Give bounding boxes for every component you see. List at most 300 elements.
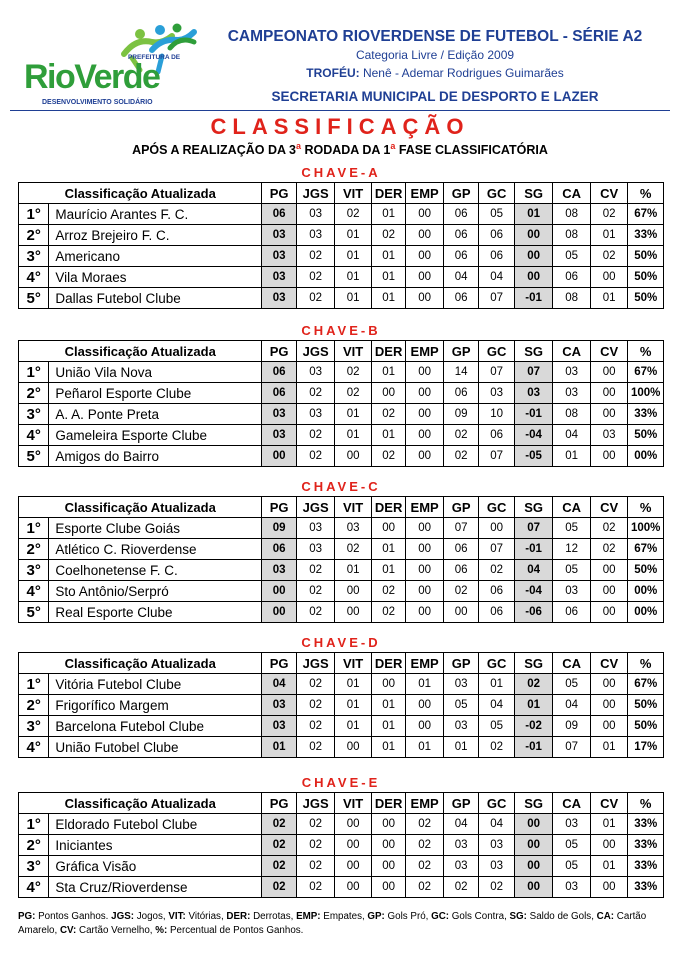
gp-cell: 07 [443, 518, 478, 539]
position-cell: 4° [19, 877, 49, 898]
gc-cell: 06 [479, 581, 514, 602]
pct-cell: 67% [628, 362, 664, 383]
emp-cell: 00 [406, 383, 444, 404]
table-row [19, 602, 664, 623]
vit-cell: 01 [335, 404, 372, 425]
header-divider [10, 110, 670, 111]
der-cell: 00 [371, 814, 405, 835]
legend-key: CA: [596, 911, 615, 922]
position-cell: 3° [19, 716, 49, 737]
pct-cell: 67% [628, 539, 664, 560]
jgs-cell: 02 [296, 446, 335, 467]
ca-cell: 08 [553, 204, 591, 225]
team-name-cell: Eldorado Futebol Clube [49, 814, 262, 835]
group-chave-a [18, 164, 664, 309]
gc-cell: 07 [479, 446, 514, 467]
jgs-cell: 02 [296, 674, 335, 695]
column-header-cv: CV [590, 793, 628, 814]
pct-cell: 67% [628, 674, 664, 695]
table-row [19, 877, 664, 898]
subtitle-part-1: APÓS A REALIZAÇÃO DA 3 [132, 143, 296, 158]
legend-value: Vitórias, [185, 911, 227, 922]
gp-cell: 09 [443, 404, 478, 425]
cv-cell: 00 [590, 560, 628, 581]
sg-cell: 00 [514, 246, 553, 267]
column-header-jgs: JGS [296, 341, 335, 362]
gp-cell: 03 [443, 674, 478, 695]
column-header-name: Classificação Atualizada [19, 653, 262, 674]
pg-cell: 06 [262, 204, 296, 225]
position-cell: 4° [19, 581, 49, 602]
sg-cell: 02 [514, 674, 553, 695]
team-name-cell: Arroz Brejeiro F. C. [49, 225, 262, 246]
column-header-der: DER [371, 793, 405, 814]
gp-cell: 06 [443, 246, 478, 267]
column-header-gc: GC [479, 793, 514, 814]
rioverde-logo [12, 20, 202, 110]
sg-cell: 00 [514, 814, 553, 835]
ca-cell: 12 [553, 539, 591, 560]
group-chave-b [18, 322, 664, 467]
standings-table [18, 792, 664, 898]
gc-cell: 04 [479, 814, 514, 835]
team-name-cell: União Vila Nova [49, 362, 262, 383]
column-header-pct: % [628, 341, 664, 362]
sg-cell: -02 [514, 716, 553, 737]
position-cell: 5° [19, 288, 49, 309]
ca-cell: 05 [553, 246, 591, 267]
department-title: SECRETARIA MUNICIPAL DE DESPORTO E LAZER [271, 89, 599, 104]
table-row [19, 560, 664, 581]
pct-cell: 33% [628, 225, 664, 246]
team-name-cell: Real Esporte Clube [49, 602, 262, 623]
position-cell: 1° [19, 674, 49, 695]
emp-cell: 00 [406, 246, 444, 267]
der-cell: 02 [371, 602, 405, 623]
pg-cell: 03 [262, 288, 296, 309]
cv-cell: 01 [590, 225, 628, 246]
vit-cell: 00 [335, 814, 372, 835]
jgs-cell: 03 [296, 204, 335, 225]
pct-cell: 50% [628, 695, 664, 716]
column-header-emp: EMP [406, 793, 444, 814]
pg-cell: 06 [262, 539, 296, 560]
trophy-line [200, 66, 670, 80]
table-row [19, 581, 664, 602]
standings-table [18, 182, 664, 309]
table-row [19, 383, 664, 404]
emp-cell: 00 [406, 267, 444, 288]
cv-cell: 00 [590, 602, 628, 623]
jgs-cell: 02 [296, 695, 335, 716]
column-header-cv: CV [590, 653, 628, 674]
ca-cell: 04 [553, 695, 591, 716]
column-header-der: DER [371, 341, 405, 362]
cv-cell: 00 [590, 695, 628, 716]
pct-cell: 67% [628, 204, 664, 225]
gp-cell: 03 [443, 716, 478, 737]
team-name-cell: União Futobel Clube [49, 737, 262, 758]
legend-key: JGS: [111, 911, 134, 922]
sg-cell: 03 [514, 383, 553, 404]
position-cell: 1° [19, 362, 49, 383]
ca-cell: 05 [553, 560, 591, 581]
category-edition: Categoria Livre / Edição 2009 [355, 48, 515, 62]
emp-cell: 00 [406, 362, 444, 383]
der-cell: 01 [371, 425, 405, 446]
gp-cell: 06 [443, 560, 478, 581]
der-cell: 00 [371, 856, 405, 877]
gc-cell: 03 [479, 835, 514, 856]
gp-cell: 06 [443, 539, 478, 560]
logo-prefeitura-text: PREFEITURA DE [128, 54, 181, 61]
sg-cell: -01 [514, 539, 553, 560]
sg-cell: 00 [514, 835, 553, 856]
team-name-cell: Americano [49, 246, 262, 267]
ca-cell: 05 [553, 856, 591, 877]
gc-cell: 02 [479, 737, 514, 758]
column-header-jgs: JGS [296, 653, 335, 674]
column-header-jgs: JGS [296, 183, 335, 204]
column-header-pg: PG [262, 183, 296, 204]
der-cell: 01 [371, 695, 405, 716]
ca-cell: 08 [553, 404, 591, 425]
jgs-cell: 02 [296, 737, 335, 758]
vit-cell: 00 [335, 835, 372, 856]
gp-cell: 03 [443, 856, 478, 877]
team-name-cell: Vitória Futebol Clube [49, 674, 262, 695]
column-header-cv: CV [590, 497, 628, 518]
vit-cell: 02 [335, 539, 372, 560]
logo-tagline: DESENVOLVIMENTO SOLIDÁRIO [42, 99, 153, 106]
column-header-vit: VIT [335, 793, 372, 814]
position-cell: 1° [19, 814, 49, 835]
der-cell: 02 [371, 446, 405, 467]
emp-cell: 01 [406, 737, 444, 758]
pg-cell: 02 [262, 835, 296, 856]
table-row [19, 737, 664, 758]
subtitle-part-2: RODADA DA 1 [300, 143, 391, 158]
pct-cell: 100% [628, 518, 664, 539]
emp-cell: 00 [406, 425, 444, 446]
gp-cell: 01 [443, 737, 478, 758]
jgs-cell: 02 [296, 246, 335, 267]
pct-cell: 50% [628, 288, 664, 309]
ca-cell: 03 [553, 362, 591, 383]
vit-cell: 01 [335, 716, 372, 737]
vit-cell: 01 [335, 425, 372, 446]
ca-cell: 05 [553, 835, 591, 856]
vit-cell: 01 [335, 695, 372, 716]
column-header-gc: GC [479, 497, 514, 518]
position-cell: 2° [19, 539, 49, 560]
sg-cell: 00 [514, 267, 553, 288]
logo-brand-text: RioVerde [24, 58, 160, 96]
cv-cell: 00 [590, 362, 628, 383]
emp-cell: 02 [406, 814, 444, 835]
gp-cell: 02 [443, 425, 478, 446]
column-header-pct: % [628, 497, 664, 518]
table-row [19, 425, 664, 446]
table-row [19, 267, 664, 288]
group-label: CHAVE-A [301, 165, 381, 180]
der-cell: 00 [371, 877, 405, 898]
pg-cell: 02 [262, 814, 296, 835]
group-label: CHAVE-E [301, 775, 381, 790]
position-cell: 4° [19, 737, 49, 758]
position-cell: 1° [19, 518, 49, 539]
trophy-label: TROFÉU: [306, 66, 360, 80]
team-name-cell: A. A. Ponte Preta [49, 404, 262, 425]
team-name-cell: Gameleira Esporte Clube [49, 425, 262, 446]
column-header-pct: % [628, 653, 664, 674]
group-label: CHAVE-C [301, 479, 381, 494]
gc-cell: 10 [479, 404, 514, 425]
jgs-cell: 02 [296, 288, 335, 309]
column-header-emp: EMP [406, 341, 444, 362]
vit-cell: 00 [335, 581, 372, 602]
column-header-emp: EMP [406, 653, 444, 674]
gp-cell: 02 [443, 877, 478, 898]
column-header-ca: CA [553, 497, 591, 518]
position-cell: 3° [19, 246, 49, 267]
gp-cell: 00 [443, 602, 478, 623]
der-cell: 01 [371, 560, 405, 581]
vit-cell: 01 [335, 246, 372, 267]
sg-cell: 07 [514, 518, 553, 539]
gp-cell: 06 [443, 225, 478, 246]
jgs-cell: 03 [296, 518, 335, 539]
team-name-cell: Frigorífico Margem [49, 695, 262, 716]
sg-cell: -01 [514, 288, 553, 309]
table-header-row [19, 183, 664, 204]
vit-cell: 00 [335, 446, 372, 467]
column-header-pg: PG [262, 653, 296, 674]
der-cell: 01 [371, 362, 405, 383]
sg-cell: -01 [514, 404, 553, 425]
ca-cell: 05 [553, 674, 591, 695]
der-cell: 01 [371, 267, 405, 288]
pct-cell: 50% [628, 716, 664, 737]
ca-cell: 03 [553, 877, 591, 898]
emp-cell: 00 [406, 404, 444, 425]
vit-cell: 02 [335, 204, 372, 225]
pg-cell: 03 [262, 225, 296, 246]
emp-cell: 00 [406, 560, 444, 581]
jgs-cell: 03 [296, 539, 335, 560]
pct-cell: 00% [628, 602, 664, 623]
gp-cell: 06 [443, 383, 478, 404]
vit-cell: 00 [335, 602, 372, 623]
ca-cell: 03 [553, 383, 591, 404]
gc-cell: 04 [479, 267, 514, 288]
pg-cell: 06 [262, 383, 296, 404]
table-row [19, 404, 664, 425]
gc-cell: 06 [479, 225, 514, 246]
legend-value: Jogos, [134, 911, 169, 922]
ca-cell: 08 [553, 288, 591, 309]
ca-cell: 07 [553, 737, 591, 758]
sg-cell: -04 [514, 581, 553, 602]
sg-cell: 00 [514, 856, 553, 877]
column-header-gp: GP [443, 793, 478, 814]
legend-key: GC: [431, 911, 450, 922]
emp-cell: 00 [406, 288, 444, 309]
position-cell: 1° [19, 204, 49, 225]
sg-cell: 01 [514, 204, 553, 225]
jgs-cell: 03 [296, 362, 335, 383]
legend-key: SG: [509, 911, 527, 922]
column-header-gp: GP [443, 183, 478, 204]
vit-cell: 00 [335, 856, 372, 877]
gc-cell: 01 [479, 674, 514, 695]
table-header-row [19, 793, 664, 814]
column-header-jgs: JGS [296, 793, 335, 814]
cv-cell: 01 [590, 288, 628, 309]
gp-cell: 06 [443, 204, 478, 225]
column-header-pg: PG [262, 341, 296, 362]
column-header-jgs: JGS [296, 497, 335, 518]
column-header-sg: SG [514, 497, 553, 518]
team-name-cell: Gráfica Visão [49, 856, 262, 877]
position-cell: 4° [19, 425, 49, 446]
column-header-ca: CA [553, 793, 591, 814]
classification-subtitle [0, 141, 680, 157]
ca-cell: 01 [553, 446, 591, 467]
pg-cell: 03 [262, 404, 296, 425]
team-name-cell: Dallas Futebol Clube [49, 288, 262, 309]
emp-cell: 00 [406, 446, 444, 467]
pct-cell: 33% [628, 856, 664, 877]
vit-cell: 01 [335, 288, 372, 309]
der-cell: 01 [371, 246, 405, 267]
pg-cell: 03 [262, 246, 296, 267]
pg-cell: 00 [262, 581, 296, 602]
ca-cell: 09 [553, 716, 591, 737]
group-label: CHAVE-D [301, 635, 381, 650]
position-cell: 5° [19, 446, 49, 467]
standings-table [18, 496, 664, 623]
cv-cell: 01 [590, 856, 628, 877]
column-header-cv: CV [590, 341, 628, 362]
pg-cell: 01 [262, 737, 296, 758]
column-header-sg: SG [514, 183, 553, 204]
jgs-cell: 02 [296, 814, 335, 835]
group-chave-d [18, 634, 664, 758]
column-header-name: Classificação Atualizada [19, 793, 262, 814]
ordinal-1: a [295, 141, 301, 151]
championship-title: CAMPEONATO RIOVERDENSE DE FUTEBOL - SÉRIE A2 [227, 28, 643, 45]
pg-cell: 02 [262, 856, 296, 877]
column-header-pg: PG [262, 497, 296, 518]
emp-cell: 00 [406, 695, 444, 716]
pg-cell: 03 [262, 267, 296, 288]
position-cell: 2° [19, 695, 49, 716]
legend-value: Empates, [320, 911, 368, 922]
table-row [19, 204, 664, 225]
gc-cell: 06 [479, 602, 514, 623]
jgs-cell: 03 [296, 404, 335, 425]
column-header-vit: VIT [335, 341, 372, 362]
legend-value: Percentual de Pontos Ganhos. [167, 925, 304, 936]
sg-cell: -06 [514, 602, 553, 623]
ca-cell: 05 [553, 518, 591, 539]
column-header-name: Classificação Atualizada [19, 183, 262, 204]
der-cell: 01 [371, 288, 405, 309]
sg-cell: -04 [514, 425, 553, 446]
der-cell: 02 [371, 225, 405, 246]
jgs-cell: 02 [296, 877, 335, 898]
cv-cell: 02 [590, 539, 628, 560]
table-row [19, 362, 664, 383]
team-name-cell: Sta Cruz/Rioverdense [49, 877, 262, 898]
column-header-sg: SG [514, 793, 553, 814]
cv-cell: 00 [590, 835, 628, 856]
pg-cell: 06 [262, 362, 296, 383]
table-header-row [19, 497, 664, 518]
jgs-cell: 02 [296, 716, 335, 737]
der-cell: 00 [371, 518, 405, 539]
vit-cell: 03 [335, 518, 372, 539]
ca-cell: 06 [553, 602, 591, 623]
legend-key: DER: [226, 911, 251, 922]
jgs-cell: 02 [296, 856, 335, 877]
vit-cell: 01 [335, 267, 372, 288]
position-cell: 4° [19, 267, 49, 288]
cv-cell: 00 [590, 267, 628, 288]
pct-cell: 33% [628, 835, 664, 856]
column-header-emp: EMP [406, 497, 444, 518]
sg-cell: 07 [514, 362, 553, 383]
gc-cell: 02 [479, 877, 514, 898]
gp-cell: 04 [443, 814, 478, 835]
column-header-pct: % [628, 183, 664, 204]
sg-cell: -05 [514, 446, 553, 467]
pg-cell: 00 [262, 602, 296, 623]
column-header-gc: GC [479, 653, 514, 674]
table-row [19, 814, 664, 835]
der-cell: 01 [371, 539, 405, 560]
pg-cell: 03 [262, 425, 296, 446]
jgs-cell: 02 [296, 383, 335, 404]
gc-cell: 07 [479, 362, 514, 383]
column-header-sg: SG [514, 341, 553, 362]
pct-cell: 50% [628, 560, 664, 581]
gc-cell: 03 [479, 856, 514, 877]
table-row [19, 695, 664, 716]
cv-cell: 02 [590, 246, 628, 267]
gc-cell: 06 [479, 425, 514, 446]
emp-cell: 00 [406, 602, 444, 623]
pg-cell: 03 [262, 716, 296, 737]
jgs-cell: 02 [296, 835, 335, 856]
table-header-row [19, 341, 664, 362]
emp-cell: 02 [406, 877, 444, 898]
vit-cell: 00 [335, 877, 372, 898]
pg-cell: 03 [262, 695, 296, 716]
legend-value: Gols Pró, [384, 911, 432, 922]
der-cell: 00 [371, 674, 405, 695]
emp-cell: 02 [406, 856, 444, 877]
emp-cell: 00 [406, 518, 444, 539]
legend-key: %: [155, 925, 168, 936]
emp-cell: 00 [406, 581, 444, 602]
gp-cell: 14 [443, 362, 478, 383]
team-name-cell: Barcelona Futebol Clube [49, 716, 262, 737]
cv-cell: 00 [590, 716, 628, 737]
subtitle-part-3: FASE CLASSIFICATÓRIA [395, 143, 548, 158]
jgs-cell: 02 [296, 602, 335, 623]
